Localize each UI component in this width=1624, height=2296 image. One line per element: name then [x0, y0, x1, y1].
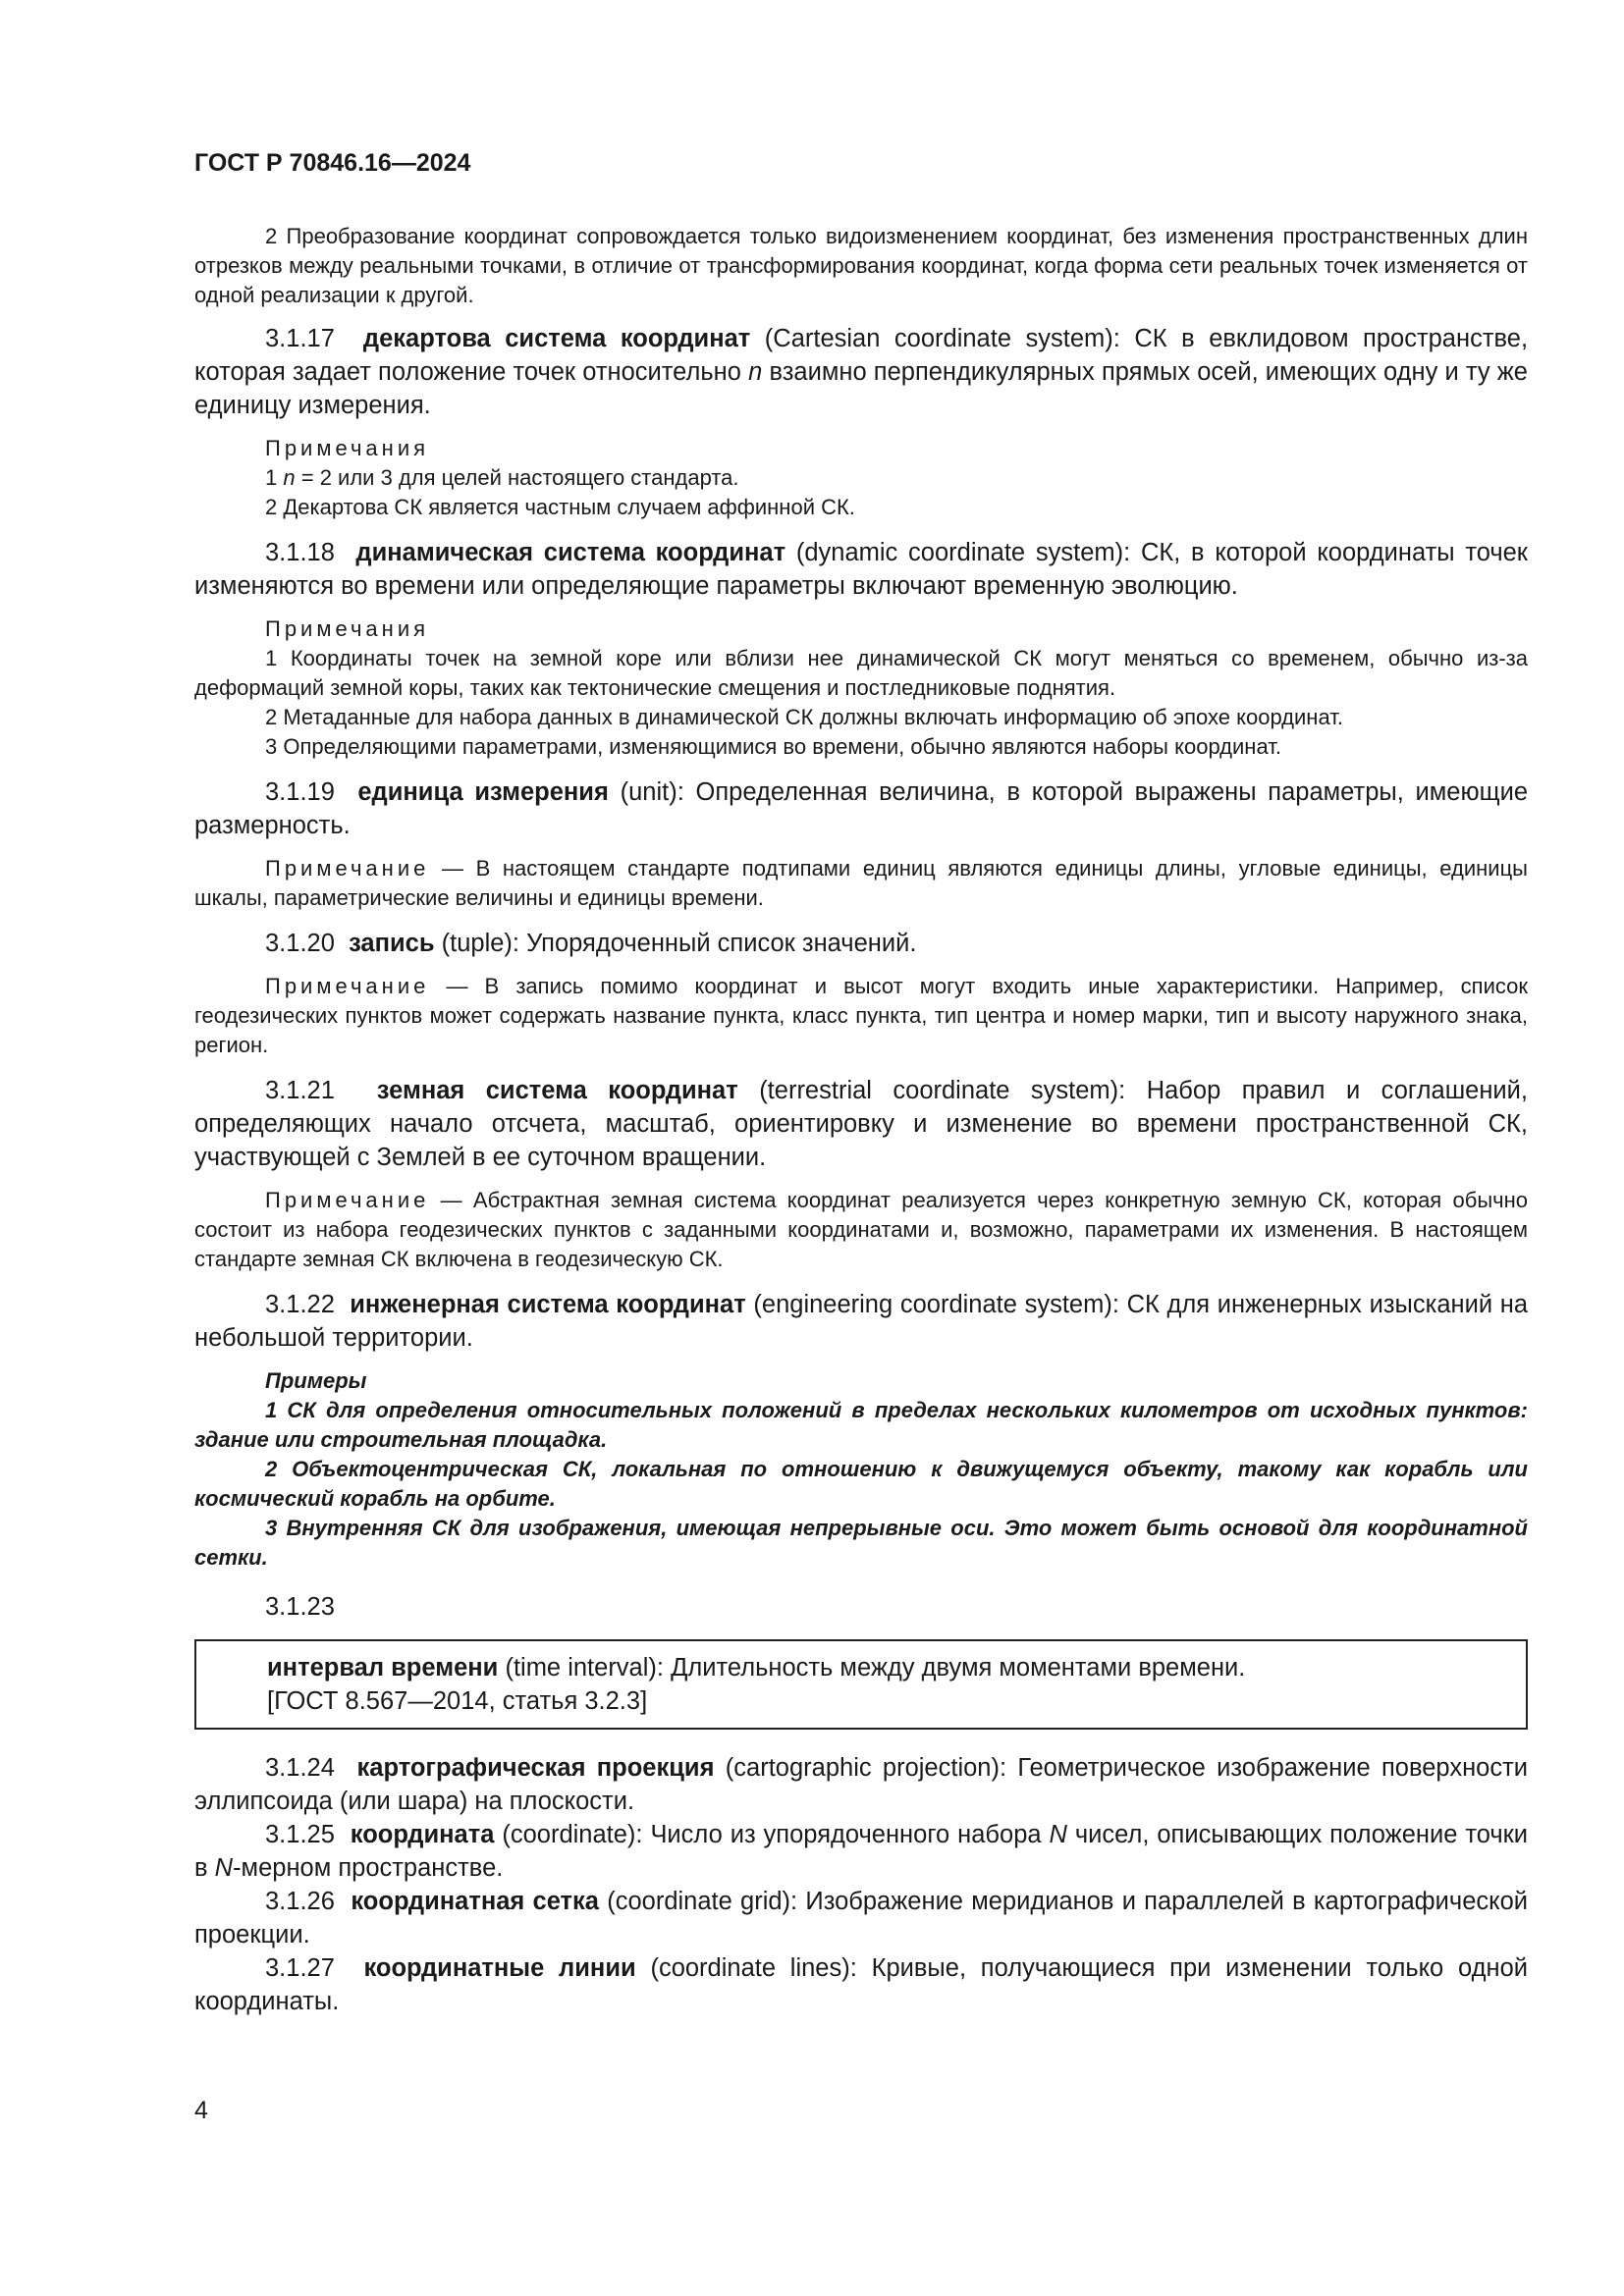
term-number: 3.1.17	[265, 325, 335, 352]
term-3-1-17	[194, 322, 1528, 422]
term-english: (coordinate lines):	[650, 1954, 857, 1982]
term-english: (engineering coordinate system):	[753, 1291, 1119, 1318]
term-title: интервал времени	[267, 1654, 499, 1682]
term-3-1-22	[194, 1288, 1528, 1355]
term-number: 3.1.19	[265, 778, 335, 806]
document-header: ГОСТ Р 70846.16—2024	[194, 149, 471, 177]
note-item: 1 n = 2 или 3 для целей настоящего стандарта.	[265, 465, 739, 490]
term-definition: СК в евклидовом пространстве, которая задает положение точек относительно	[194, 325, 1529, 386]
term-number: 3.1.24	[265, 1754, 335, 1782]
notes-label: Примечания	[265, 616, 430, 641]
note-item: Примечание — В настоящем стандарте подтипами единиц являются единицы длины, угловые единицы, единицы шкалы, параметрические величины и единицы времени.	[194, 856, 1528, 910]
term-definition: Изображение меридианов и параллелей в картографической проекции.	[194, 1888, 1528, 1949]
term-title: координатная сетка	[351, 1888, 599, 1915]
term-3-1-24	[194, 1751, 1528, 1818]
term-3-1-19	[194, 775, 1528, 842]
term-english: (dynamic coordinate system):	[795, 539, 1131, 566]
term-3-1-18	[194, 536, 1528, 603]
term-english: (unit):	[620, 778, 684, 806]
note-item: Примечание — Абстрактная земная система координат реализуется через конкретную земную СК, которая обычно состоит из набора геодезических пунктов с заданными координатами и, возможно, параметрами их изменения. В настоящем стандарте земная СК включена в геодезическую СК.	[194, 1188, 1528, 1271]
note-item: Примечание — В запись помимо координат и высот могут входить иные характеристики. Например, список геодезических пунктов может содержать название пункта, класс пункта, тип центра и номер марки, тип и высоту наружного знака, регион.	[194, 974, 1528, 1057]
top-note: 2 Преобразование координат сопровождается только видоизменением координат, без изменения пространственных длин отрезков между реальными точками, в отличие от трансформирования координат, когда форма сети реальных точек изменяется от одной реализации к другой.	[194, 224, 1528, 307]
term-title: координатные линии	[363, 1954, 636, 1982]
term-definition: Упорядоченный список значений.	[526, 930, 917, 957]
term-number: 3.1.26	[265, 1888, 335, 1915]
example-item: 3 Внутренняя СК для изображения, имеющая непрерывные оси. Это может быть основой для координатной сетки.	[194, 1516, 1528, 1570]
note-item: 2 Метаданные для набора данных в динамической СК должны включать информацию об эпохе координат.	[265, 705, 1343, 729]
examples-label: Примеры	[265, 1368, 367, 1393]
term-3-1-26	[194, 1885, 1528, 1951]
term-definition-cont: взаимно перпендикулярных прямых осей, имеющих одну и ту же единицу измерения.	[194, 358, 1528, 419]
document-body	[194, 222, 1528, 2018]
term-3-1-21	[194, 1074, 1528, 1174]
term-english: (time interval):	[505, 1654, 664, 1682]
example-item: 1 СК для определения относительных положений в пределах нескольких километров от исходных пунктов: здание или строительная площадка.	[194, 1398, 1528, 1452]
term-english: (tuple):	[441, 930, 520, 957]
term-number-3-1-23: 3.1.23	[265, 1593, 335, 1621]
term-number: 3.1.18	[265, 539, 335, 566]
term-definition: Длительность между двумя моментами времени.	[671, 1654, 1246, 1682]
term-definition: СК для инженерных изысканий на небольшой территории.	[194, 1291, 1528, 1352]
term-title: земная система координат	[376, 1077, 738, 1104]
term-english: (coordinate):	[502, 1821, 643, 1848]
term-title: запись	[349, 930, 435, 957]
term-number: 3.1.27	[265, 1954, 335, 1982]
term-english: (cartographic projection):	[725, 1754, 1007, 1782]
term-english: (terrestrial coordinate system):	[759, 1077, 1126, 1104]
term-number: 3.1.20	[265, 930, 335, 957]
term-english: (coordinate grid):	[607, 1888, 798, 1915]
term-title: картографическая проекция	[356, 1754, 715, 1782]
term-reference: [ГОСТ 8.567—2014, статья 3.2.3]	[267, 1687, 648, 1715]
term-variable: n	[748, 358, 763, 386]
term-english: (Cartesian coordinate system):	[764, 325, 1120, 352]
term-title: координата	[350, 1821, 495, 1848]
term-3-1-23	[267, 1651, 1510, 1684]
page-number: 4	[194, 2097, 208, 2124]
term-number: 3.1.21	[265, 1077, 335, 1104]
term-definition: Число из упорядоченного набора	[650, 1821, 1042, 1848]
term-variable: N	[1049, 1821, 1067, 1848]
term-3-1-27	[194, 1951, 1528, 2018]
term-3-1-20	[194, 927, 1528, 960]
term-title: единица измерения	[357, 778, 609, 806]
term-definition: Определенная величина, в которой выражены параметры, имеющие размерность.	[194, 778, 1528, 839]
term-number: 3.1.25	[265, 1821, 335, 1848]
term-3-1-25: 3.1.25 координата (coordinate): Число из упорядоченного набора N чисел, описывающих положение точки в N-мерном пространстве.	[194, 1821, 1529, 1882]
note-item: 2 Декартова СК является частным случаем аффинной СК.	[265, 495, 855, 519]
note-item: 1 Координаты точек на земной коре или вблизи нее динамической СК могут меняться со временем, обычно из-за деформаций земной коры, таких как тектонические смещения и постледниковые поднятия.	[194, 646, 1528, 700]
term-title: динамическая система координат	[355, 539, 786, 566]
term-title: инженерная система координат	[350, 1291, 746, 1318]
term-definition: Набор правил и соглашений, определяющих начало отсчета, масштаб, ориентировку и изменение во времени пространственной СК, участвующей с Землей в ее суточном вращении.	[194, 1077, 1528, 1171]
example-item: 2 Объектоцентрическая СК, локальная по отношению к движущемуся объекту, такому как корабль или космический корабль на орбите.	[194, 1457, 1528, 1511]
borrowed-term-box	[194, 1639, 1528, 1730]
notes-label: Примечания	[265, 436, 430, 460]
term-definition: СК, в которой координаты точек изменяются во времени или определяющие параметры включают временную эволюцию.	[194, 539, 1528, 600]
term-number: 3.1.22	[265, 1291, 335, 1318]
term-variable: N	[214, 1854, 234, 1882]
term-definition: Кривые, получающиеся при изменении только одной координаты.	[194, 1954, 1529, 2015]
note-item: 3 Определяющими параметрами, изменяющимися во времени, обычно являются наборы координат.	[265, 734, 1281, 759]
term-definition: Геометрическое изображение поверхности эллипсоида (или шара) на плоскости.	[194, 1754, 1528, 1815]
term-title: декартова система координат	[362, 325, 751, 352]
